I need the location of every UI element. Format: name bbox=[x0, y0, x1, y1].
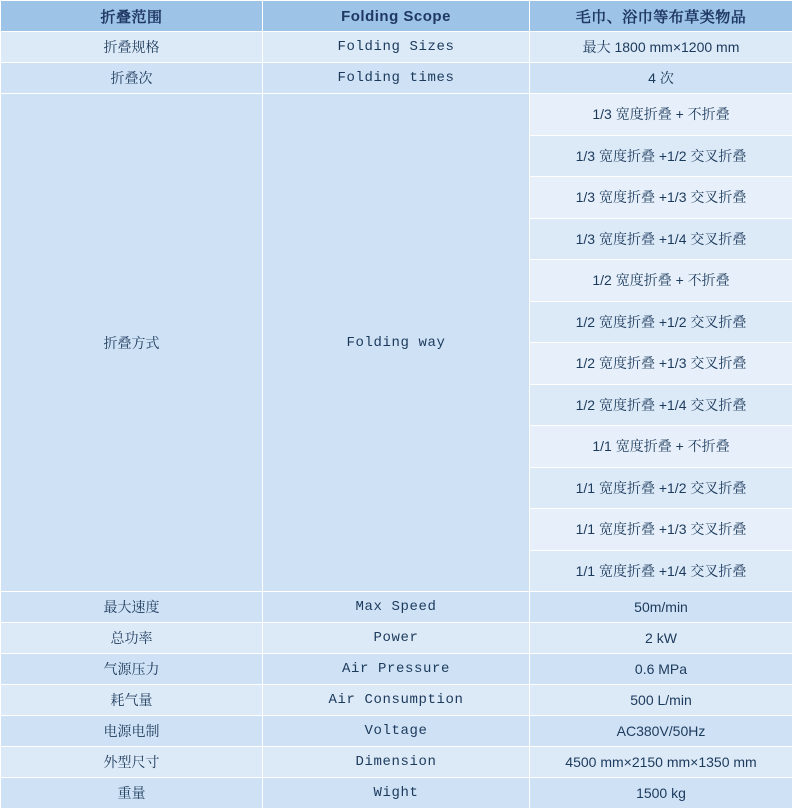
folding-way-label-cn: 折叠方式 bbox=[1, 94, 263, 592]
header-cell-en: Folding Scope bbox=[263, 1, 530, 32]
row-label-en: Dimension bbox=[263, 747, 530, 778]
table-row bbox=[1, 592, 792, 623]
row-value: 500 L/min bbox=[530, 685, 792, 716]
table-row bbox=[1, 747, 792, 778]
row-label-en: Voltage bbox=[263, 716, 530, 747]
folding-way-option: 1/3 宽度折叠 +1/4 交叉折叠 bbox=[530, 218, 792, 260]
folding-way-option: 1/3 宽度折叠 + 不折叠 bbox=[530, 94, 792, 136]
row-label-cn: 折叠规格 bbox=[1, 32, 263, 63]
row-label-en: Folding times bbox=[263, 63, 530, 94]
row-label-en: Air Consumption bbox=[263, 685, 530, 716]
table-header-row bbox=[1, 1, 792, 32]
table-row bbox=[1, 778, 792, 809]
table-row bbox=[1, 623, 792, 654]
table-row bbox=[1, 685, 792, 716]
table-row bbox=[1, 63, 792, 94]
folding-way-option: 1/1 宽度折叠 +1/2 交叉折叠 bbox=[530, 467, 792, 509]
row-label-cn: 重量 bbox=[1, 778, 263, 809]
header-cell-cn: 折叠范围 bbox=[1, 1, 263, 32]
folding-way-label-en: Folding way bbox=[263, 94, 530, 592]
row-label-en: Folding Sizes bbox=[263, 32, 530, 63]
row-value: 最大 1800 mm×1200 mm bbox=[530, 32, 792, 63]
row-label-cn: 最大速度 bbox=[1, 592, 263, 623]
row-label-cn: 耗气量 bbox=[1, 685, 263, 716]
row-label-cn: 折叠次 bbox=[1, 63, 263, 94]
row-value: 2 kW bbox=[530, 623, 792, 654]
row-value: 50m/min bbox=[530, 592, 792, 623]
row-value: AC380V/50Hz bbox=[530, 716, 792, 747]
folding-way-option: 1/2 宽度折叠 +1/4 交叉折叠 bbox=[530, 384, 792, 426]
folding-way-option: 1/2 宽度折叠 + 不折叠 bbox=[530, 260, 792, 302]
header-cell-value: 毛巾、浴巾等布草类物品 bbox=[530, 1, 792, 32]
row-value: 0.6 MPa bbox=[530, 654, 792, 685]
folding-way-option: 1/3 宽度折叠 +1/2 交叉折叠 bbox=[530, 135, 792, 177]
table-row bbox=[1, 32, 792, 63]
row-label-cn: 气源压力 bbox=[1, 654, 263, 685]
row-label-en: Wight bbox=[263, 778, 530, 809]
row-label-cn: 外型尺寸 bbox=[1, 747, 263, 778]
row-value: 4500 mm×2150 mm×1350 mm bbox=[530, 747, 792, 778]
table-row bbox=[1, 654, 792, 685]
folding-way-option: 1/1 宽度折叠 +1/3 交叉折叠 bbox=[530, 509, 792, 551]
row-value: 1500 kg bbox=[530, 778, 792, 809]
folding-way-option: 1/1 宽度折叠 +1/4 交叉折叠 bbox=[530, 550, 792, 592]
row-label-en: Air Pressure bbox=[263, 654, 530, 685]
row-label-en: Power bbox=[263, 623, 530, 654]
row-value: 4 次 bbox=[530, 63, 792, 94]
row-label-en: Max Speed bbox=[263, 592, 530, 623]
folding-way-option: 1/2 宽度折叠 +1/2 交叉折叠 bbox=[530, 301, 792, 343]
folding-way-option: 1/3 宽度折叠 +1/3 交叉折叠 bbox=[530, 177, 792, 219]
row-label-cn: 电源电制 bbox=[1, 716, 263, 747]
folding-way-option: 1/1 宽度折叠 + 不折叠 bbox=[530, 426, 792, 468]
row-label-cn: 总功率 bbox=[1, 623, 263, 654]
table-row bbox=[1, 716, 792, 747]
folding-way-option: 1/2 宽度折叠 +1/3 交叉折叠 bbox=[530, 343, 792, 385]
folding-way-row bbox=[1, 94, 792, 136]
